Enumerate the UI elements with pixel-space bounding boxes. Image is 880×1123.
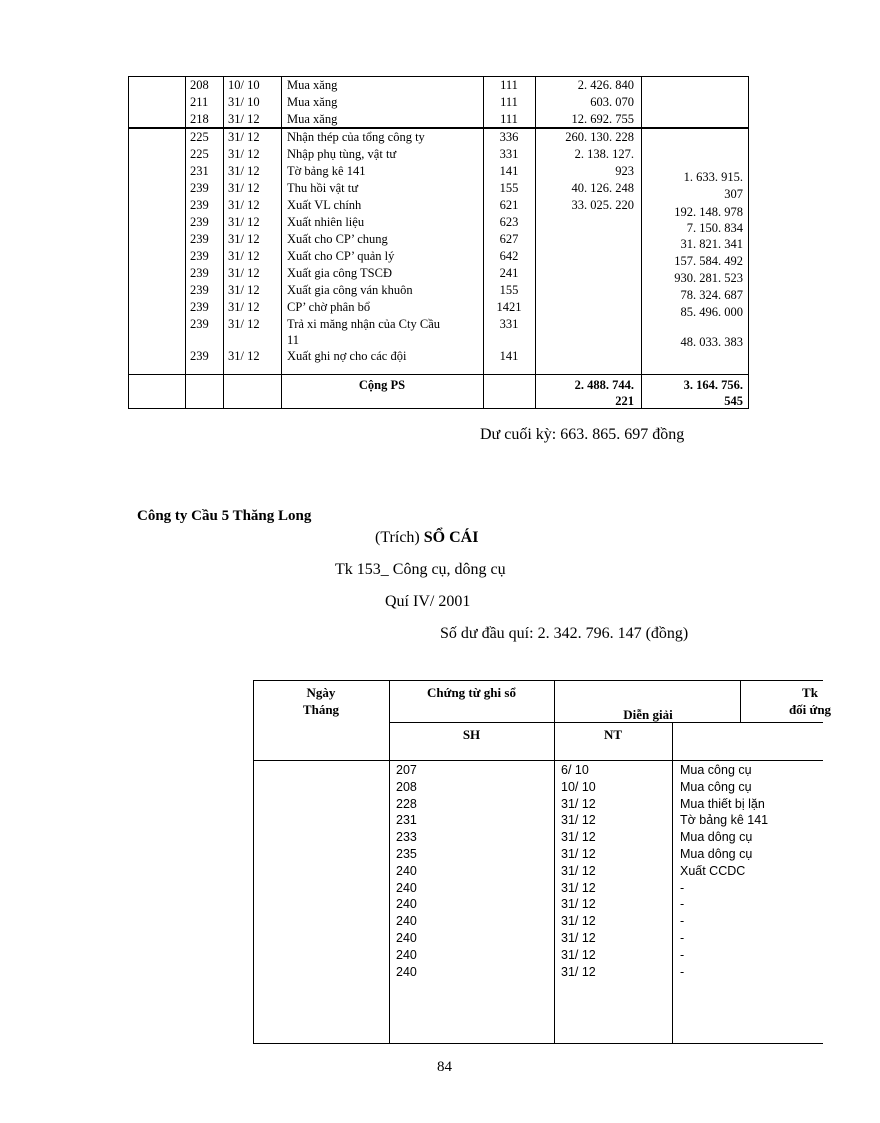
cell-nt: 31/ 12 bbox=[561, 813, 596, 828]
cell-sh: 239 bbox=[190, 266, 209, 280]
total-credit-line1: 3. 164. 756. bbox=[683, 378, 743, 392]
cell-desc: Trả xi măng nhận của Cty Cầu bbox=[287, 317, 440, 331]
cell-sh: 233 bbox=[396, 830, 417, 845]
cell-nt: 31/ 12 bbox=[228, 164, 260, 178]
cell-desc: Mua dông cụ bbox=[680, 830, 753, 845]
cell-sh: 240 bbox=[396, 947, 417, 962]
table-top-border bbox=[253, 680, 823, 681]
cell-tk: 621 bbox=[499, 198, 519, 212]
cell-tk: 331 bbox=[499, 147, 519, 161]
cell-sh: 239 bbox=[190, 283, 209, 297]
cell-sh: 218 bbox=[190, 112, 209, 126]
cell-sh: 240 bbox=[396, 931, 417, 945]
cell-nt: 31/ 12 bbox=[561, 863, 596, 878]
total-credit-line2: 545 bbox=[724, 394, 743, 408]
group-separator bbox=[128, 127, 749, 129]
cell-credit: 7. 150. 834 bbox=[686, 221, 743, 235]
cell-tk: 623 bbox=[499, 215, 519, 229]
cell-desc: Tờ bảng kê 141 bbox=[680, 813, 769, 828]
cell-desc: Xuất VL chính bbox=[287, 198, 362, 212]
cell-nt: 31/ 12 bbox=[561, 897, 596, 912]
cell-desc: Mua công cụ bbox=[680, 779, 752, 794]
cell-sh: 240 bbox=[396, 897, 417, 912]
cell-nt: 31/ 12 bbox=[228, 215, 260, 229]
cell-credit: 192. 148. 978 bbox=[674, 205, 743, 219]
closing-balance: Dư cuối kỳ: 663. 865. 697 đồng bbox=[480, 426, 685, 443]
cell-nt: 31/ 10 bbox=[228, 95, 260, 109]
cell-nt: 10/ 10 bbox=[561, 779, 596, 794]
cell-credit: 31. 821. 341 bbox=[680, 237, 743, 251]
cell-nt: 31/ 12 bbox=[228, 249, 260, 263]
cell-nt: 31/ 12 bbox=[228, 317, 260, 331]
table-left-border bbox=[253, 680, 254, 1044]
cell-nt: 31/ 12 bbox=[561, 830, 596, 845]
total-separator bbox=[128, 374, 749, 375]
cell-sh: 240 bbox=[396, 914, 417, 929]
cell-nt: 31/ 12 bbox=[561, 947, 596, 962]
cell-nt: 31/ 12 bbox=[561, 847, 596, 861]
cell-nt: 31/ 12 bbox=[228, 112, 260, 126]
cell-credit: 78. 324. 687 bbox=[680, 288, 743, 302]
cell-debit: 603. 070 bbox=[590, 95, 634, 109]
cell-nt: 10/ 10 bbox=[228, 78, 260, 92]
cell-nt: 31/ 12 bbox=[228, 147, 260, 161]
cell-sh: 239 bbox=[190, 300, 209, 314]
table-bottom-border bbox=[253, 1043, 823, 1044]
total-label: Cộng PS bbox=[358, 378, 406, 392]
cell-sh: 240 bbox=[396, 964, 417, 979]
account-name: Tk 153_ Công cụ, dông cụ bbox=[335, 561, 506, 578]
cell-sh: 239 bbox=[190, 317, 209, 331]
cell-sh: 239 bbox=[190, 249, 209, 263]
cell-sh: 240 bbox=[396, 880, 417, 895]
cell-nt: 31/ 12 bbox=[561, 964, 596, 979]
cell-credit: 1. 633. 915. bbox=[683, 170, 743, 184]
column-divider bbox=[281, 76, 282, 409]
cell-tk: 241 bbox=[499, 266, 519, 280]
column-divider bbox=[185, 76, 186, 409]
cell-desc: Xuất cho CP’ chung bbox=[287, 232, 388, 246]
cell-nt: 31/ 12 bbox=[228, 232, 260, 246]
cell-debit: 33. 025. 220 bbox=[571, 198, 634, 212]
cell-desc: Nhận thép của tổng công ty bbox=[287, 130, 425, 144]
cell-desc: Xuất gia công ván khuôn bbox=[287, 283, 413, 297]
cell-desc: Thu hồi vật tư bbox=[287, 181, 359, 195]
cell-sh: 211 bbox=[190, 95, 209, 109]
cell-sh: 239 bbox=[190, 215, 209, 229]
ledger-table-continued bbox=[128, 76, 749, 409]
cell-desc: 11 bbox=[287, 333, 300, 347]
total-debit-line2: 221 bbox=[615, 394, 634, 408]
total-debit-line1: 2. 488. 744. bbox=[574, 378, 634, 392]
cell-tk: 155 bbox=[499, 283, 519, 297]
cell-sh: 208 bbox=[190, 78, 209, 92]
cell-sh: 231 bbox=[396, 813, 417, 828]
title-prefix: (Trích) bbox=[375, 529, 420, 546]
header-doi-ung: đối ứng bbox=[788, 702, 832, 717]
cell-tk: 111 bbox=[500, 112, 518, 126]
header-ngay: Ngày bbox=[306, 685, 336, 700]
cell-tk: 111 bbox=[500, 95, 518, 109]
header-thang: Tháng bbox=[302, 702, 340, 717]
cell-nt: 31/ 12 bbox=[561, 796, 596, 811]
cell-sh: 239 bbox=[190, 232, 209, 246]
cell-desc: Xuất ghi nợ cho các đội bbox=[287, 349, 407, 363]
cell-credit: 85. 496. 000 bbox=[680, 305, 743, 319]
header-tk: Tk bbox=[802, 685, 818, 700]
opening-balance: Số dư đầu quí: 2. 342. 796. 147 (đồng) bbox=[440, 625, 689, 642]
cell-desc: - bbox=[680, 897, 685, 912]
cell-tk: 141 bbox=[499, 164, 519, 178]
cell-nt: 31/ 12 bbox=[228, 198, 260, 212]
cell-sh: 228 bbox=[396, 796, 417, 811]
cell-desc: Xuất nhiên liệu bbox=[287, 215, 365, 229]
cell-sh: 240 bbox=[396, 863, 417, 878]
cell-nt: 31/ 12 bbox=[561, 914, 596, 929]
cell-nt: 31/ 12 bbox=[228, 283, 260, 297]
title-main: SỔ CÁI bbox=[423, 529, 479, 546]
cell-tk: 141 bbox=[499, 349, 519, 363]
cell-desc: Xuất cho CP’ quản lý bbox=[287, 249, 395, 263]
ledger-table bbox=[253, 680, 832, 1044]
cell-nt: 31/ 12 bbox=[561, 880, 596, 895]
cell-nt: 31/ 12 bbox=[228, 300, 260, 314]
cell-tk: 111 bbox=[500, 78, 518, 92]
cell-sh: 239 bbox=[190, 349, 209, 363]
cell-desc: Tờ bảng kê 141 bbox=[287, 164, 366, 178]
cell-desc: Nhập phụ tùng, vật tư bbox=[287, 147, 397, 161]
cell-desc: Mua thiết bị lặn bbox=[680, 796, 765, 811]
cell-sh: 231 bbox=[190, 164, 209, 178]
cell-tk: 331 bbox=[499, 317, 519, 331]
cell-sh: 207 bbox=[396, 763, 417, 777]
cell-desc: - bbox=[680, 931, 685, 945]
cell-desc: Mua xăng bbox=[287, 112, 338, 126]
cell-desc: - bbox=[680, 964, 685, 979]
cell-desc: Mua xăng bbox=[287, 78, 338, 92]
cell-nt: 6/ 10 bbox=[561, 763, 589, 777]
cell-debit: 12. 692. 755 bbox=[571, 112, 634, 126]
cell-tk: 642 bbox=[499, 249, 519, 263]
cell-debit: 260. 130. 228 bbox=[565, 130, 634, 144]
cell-desc: Mua dông cụ bbox=[680, 847, 753, 861]
cell-desc: Mua công cụ bbox=[680, 763, 752, 777]
cell-desc: - bbox=[680, 914, 685, 929]
cell-debit: 2. 138. 127. bbox=[574, 147, 634, 161]
cell-sh: 239 bbox=[190, 198, 209, 212]
header-chung-tu: Chứng từ ghi sổ bbox=[427, 685, 516, 700]
cell-desc: - bbox=[680, 947, 685, 962]
cell-debit: 40. 126. 248 bbox=[571, 181, 634, 195]
cell-sh: 235 bbox=[396, 847, 417, 861]
cell-tk: 627 bbox=[499, 232, 519, 246]
cell-credit: 157. 584. 492 bbox=[674, 254, 743, 268]
cell-credit: 930. 281. 523 bbox=[674, 271, 743, 285]
cell-desc: Mua xăng bbox=[287, 95, 338, 109]
quarter: Quí IV/ 2001 bbox=[385, 593, 471, 610]
cell-credit: 307 bbox=[724, 187, 743, 201]
cell-sh: 225 bbox=[190, 147, 209, 161]
header-bottom bbox=[253, 760, 823, 761]
cell-tk: 155 bbox=[499, 181, 519, 195]
column-divider bbox=[223, 76, 224, 409]
cell-sh: 208 bbox=[396, 779, 417, 794]
cell-desc: Xuất CCDC bbox=[680, 863, 746, 878]
cell-nt: 31/ 12 bbox=[561, 931, 596, 945]
cell-credit: 48. 033. 383 bbox=[680, 335, 743, 349]
cell-nt: 31/ 12 bbox=[228, 349, 260, 363]
header-dien-giai: Diễn giải bbox=[623, 707, 673, 722]
cell-sh: 225 bbox=[190, 130, 209, 144]
page-number: 84 bbox=[437, 1059, 452, 1075]
cell-tk: 336 bbox=[499, 130, 519, 144]
cell-debit: 923 bbox=[615, 164, 634, 178]
cell-desc: CP’ chờ phân bổ bbox=[287, 300, 371, 314]
cell-nt: 31/ 12 bbox=[228, 130, 260, 144]
cell-nt: 31/ 12 bbox=[228, 181, 260, 195]
cell-desc: Xuất gia công TSCĐ bbox=[287, 266, 392, 280]
header-nt: NT bbox=[603, 727, 623, 742]
header-sh: SH bbox=[462, 727, 481, 742]
cell-debit: 2. 426. 840 bbox=[577, 78, 634, 92]
company-name: Công ty Cầu 5 Thăng Long bbox=[137, 508, 312, 524]
cell-desc: - bbox=[680, 880, 685, 895]
cell-tk: 1421 bbox=[496, 300, 522, 314]
ledger-title bbox=[375, 529, 478, 547]
cell-nt: 31/ 12 bbox=[228, 266, 260, 280]
column-divider bbox=[672, 722, 673, 1044]
cell-sh: 239 bbox=[190, 181, 209, 195]
